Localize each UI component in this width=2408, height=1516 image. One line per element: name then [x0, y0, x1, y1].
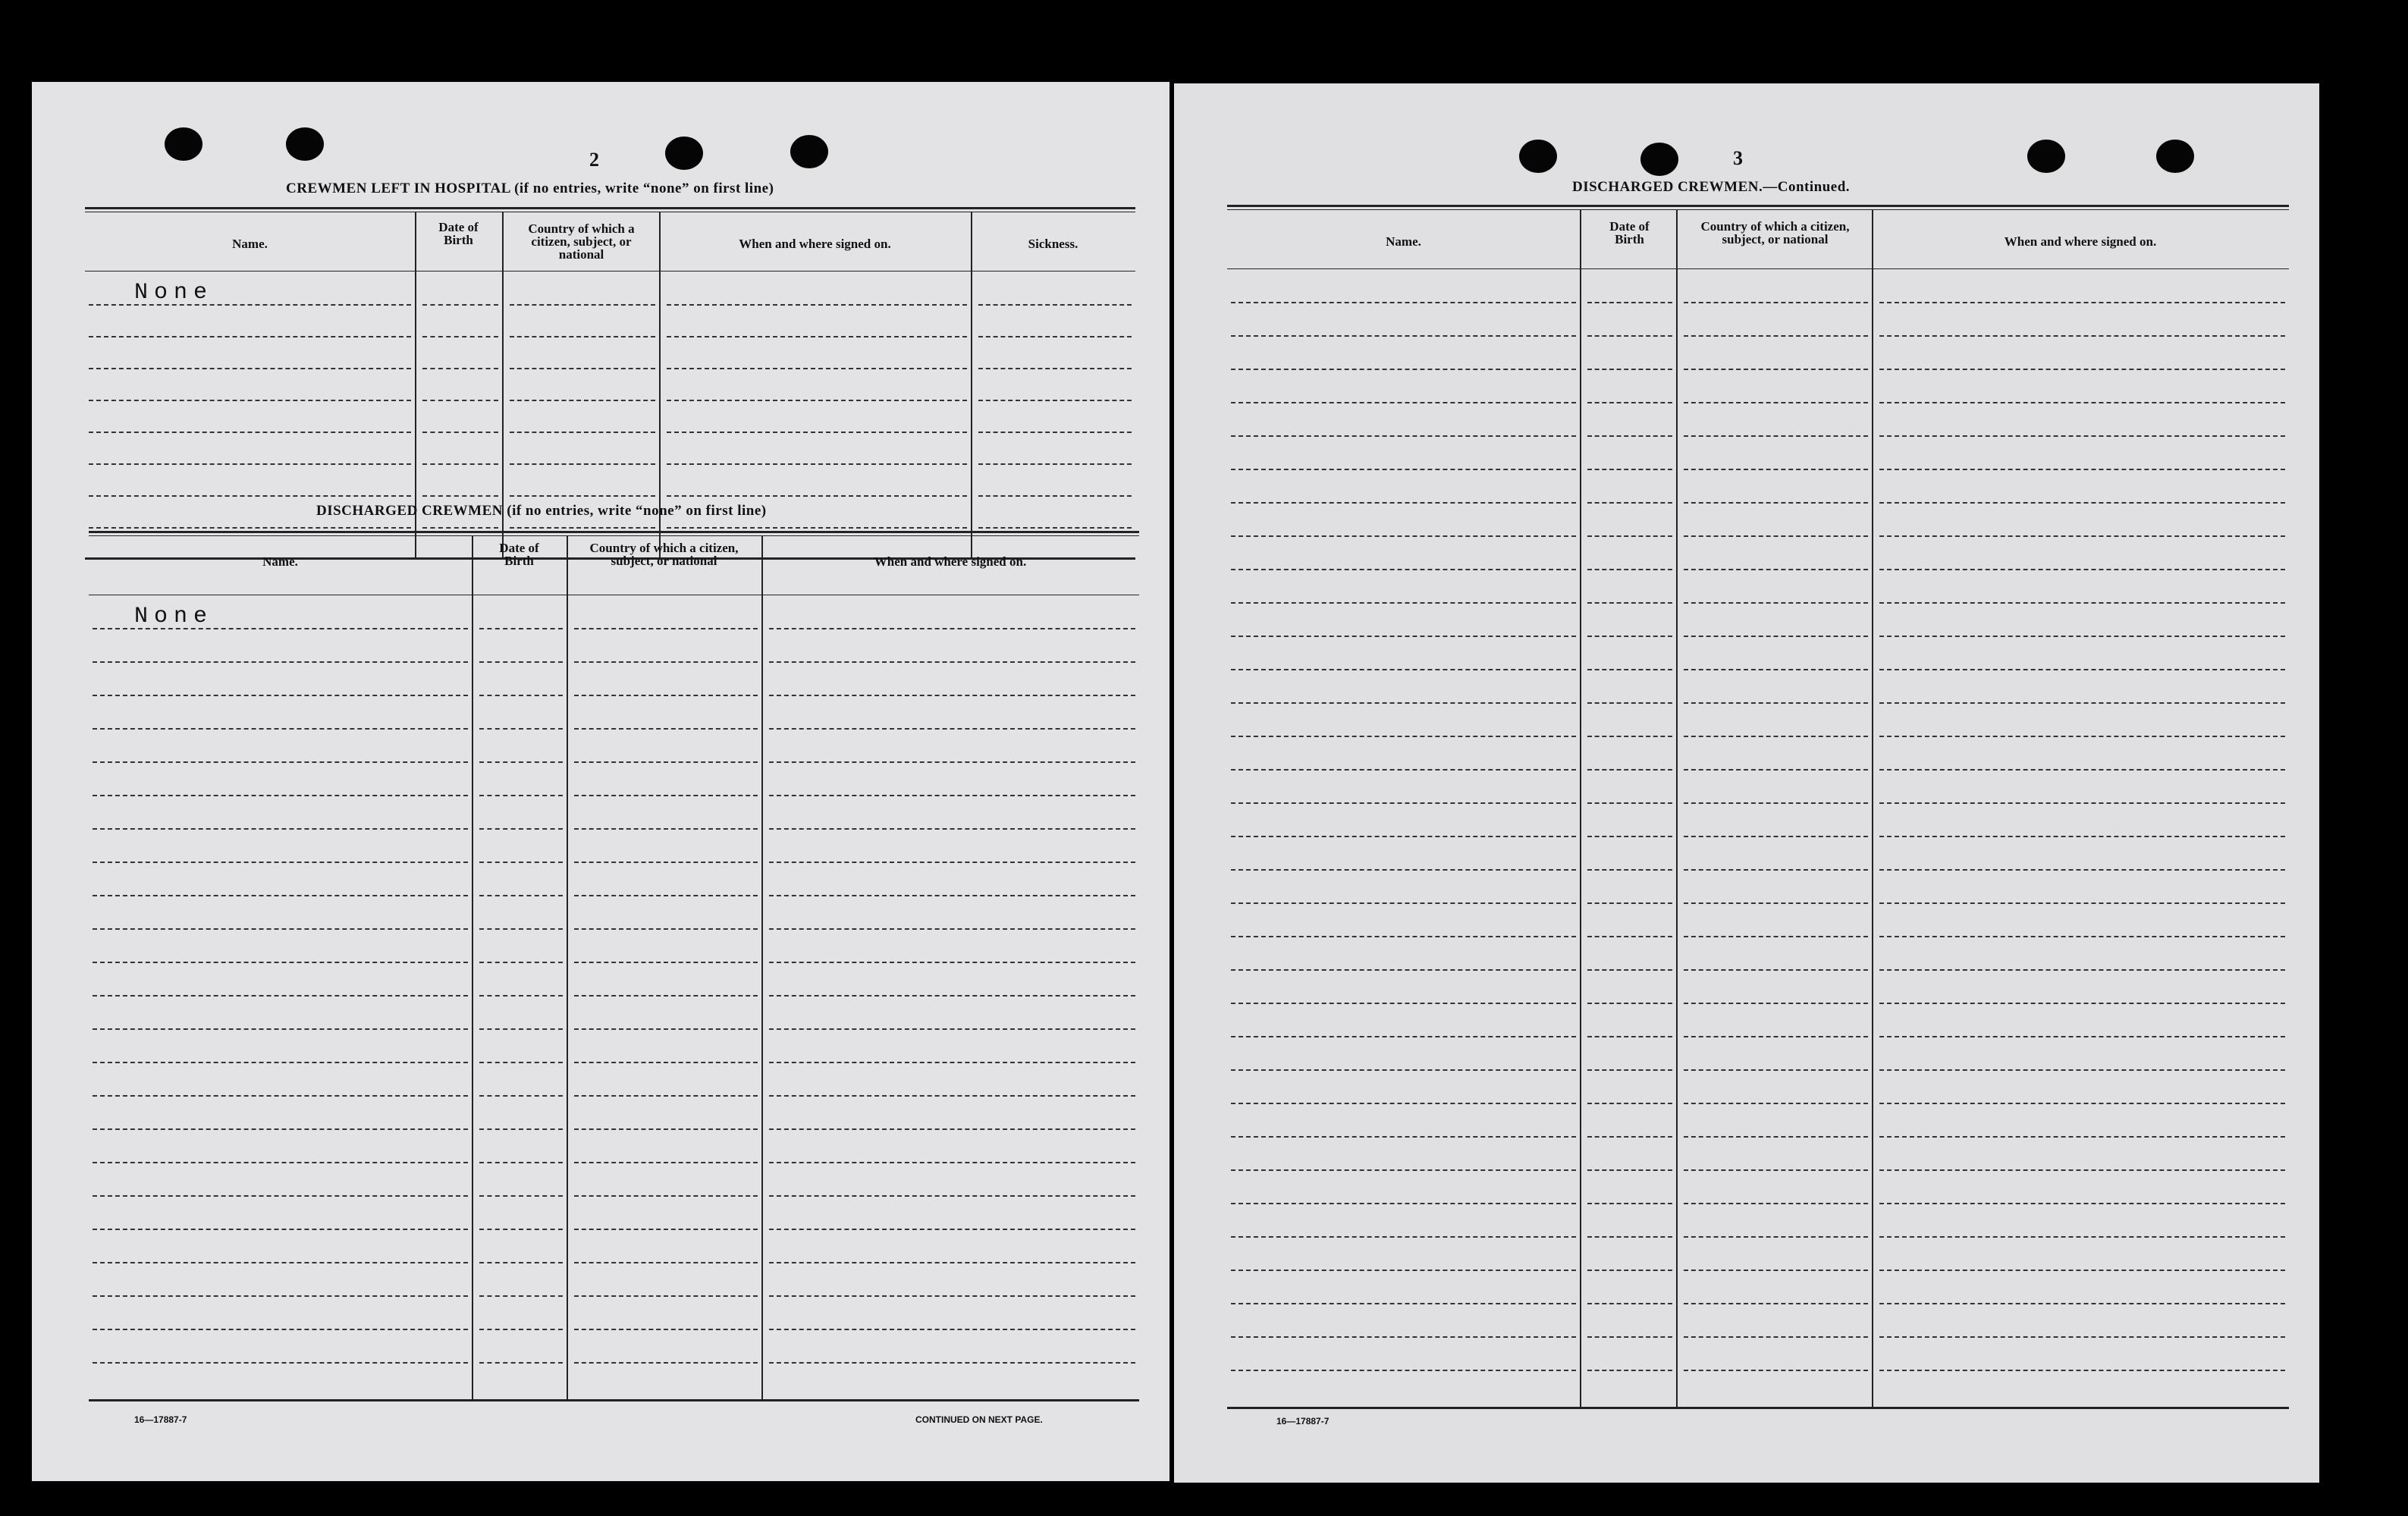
ruled-entry-line	[1879, 302, 2285, 303]
ruled-entry-line	[1879, 535, 2285, 537]
ruled-entry-line	[769, 1062, 1135, 1063]
ruled-entry-line	[1684, 1270, 1868, 1271]
ruled-entry-line	[667, 368, 967, 369]
ruled-entry-line	[1879, 969, 2285, 971]
ruled-entry-line	[422, 368, 498, 369]
continued-note: CONTINUED ON NEXT PAGE.	[915, 1414, 1043, 1425]
ruled-entry-line	[1684, 869, 1868, 871]
column-header-name: Name.	[1386, 234, 1421, 249]
ruled-entry-line	[93, 761, 468, 763]
ruled-entry-line	[574, 928, 758, 930]
ruled-entry-line	[769, 1128, 1135, 1130]
ruled-entry-line	[479, 1128, 563, 1130]
ruled-entry-line	[422, 495, 498, 497]
ruled-entry-line	[479, 895, 563, 896]
ruled-entry-line	[574, 1095, 758, 1097]
ruled-entry-line	[479, 628, 563, 629]
ruled-entry-line	[1587, 302, 1672, 303]
column-header-signed-on: When and where signed on.	[874, 554, 1027, 569]
ruled-entry-line	[1684, 435, 1868, 437]
column-header-country: Country of which a citizen, subject, or national	[528, 221, 635, 262]
ruled-entry-line	[1684, 402, 1868, 403]
ruled-entry-line	[89, 527, 411, 529]
ruled-entry-line	[1879, 602, 2285, 604]
ruled-entry-line	[1231, 602, 1576, 604]
ruled-entry-line	[1684, 836, 1868, 837]
ruled-entry-line	[479, 928, 563, 930]
ruled-entry-line	[667, 400, 967, 401]
ruled-entry-line	[574, 1295, 758, 1297]
ruled-entry-line	[1231, 302, 1576, 303]
ruled-entry-line	[479, 728, 563, 730]
ruled-entry-line	[479, 828, 563, 830]
ruled-entry-line	[1587, 669, 1672, 670]
discharged-table	[89, 531, 1139, 1407]
discharged-continued-title: DISCHARGED CREWMEN.—Continued.	[1572, 179, 1851, 195]
ruled-entry-line	[769, 795, 1135, 796]
ruled-entry-line	[1587, 435, 1672, 437]
ruled-entry-line	[89, 400, 411, 401]
column-header-signed-on: When and where signed on.	[739, 237, 891, 251]
ruled-entry-line	[574, 1362, 758, 1364]
ruled-entry-line	[1231, 1103, 1576, 1104]
column-header-country: Country of which a citizen, subject, or national	[589, 541, 739, 568]
ruled-entry-line	[769, 695, 1135, 696]
ruled-entry-line	[1684, 1203, 1868, 1204]
ruled-entry-line	[1879, 702, 2285, 704]
ruled-entry-line	[574, 1128, 758, 1130]
ruled-entry-line	[769, 1329, 1135, 1330]
ruled-entry-line	[1587, 1169, 1672, 1171]
ruled-entry-line	[1587, 502, 1672, 504]
ruled-entry-line	[1587, 802, 1672, 804]
ruled-entry-line	[1231, 402, 1576, 403]
ruled-entry-line	[1684, 1370, 1868, 1371]
ruled-entry-line	[978, 527, 1132, 529]
ruled-entry-line	[1587, 869, 1672, 871]
ruled-entry-line	[1231, 1336, 1576, 1338]
ruled-entry-line	[574, 1262, 758, 1263]
ruled-entry-line	[1684, 769, 1868, 771]
ruled-entry-line	[93, 1295, 468, 1297]
ruled-entry-line	[1684, 1003, 1868, 1004]
ruled-entry-line	[1587, 1303, 1672, 1304]
ruled-entry-line	[1684, 669, 1868, 670]
form-number: 16—17887-7	[1276, 1416, 1330, 1427]
ruled-entry-line	[1684, 936, 1868, 937]
ruled-entry-line	[574, 761, 758, 763]
ruled-entry-line	[1587, 369, 1672, 370]
ruled-entry-line	[1587, 902, 1672, 904]
ruled-entry-line	[769, 1195, 1135, 1197]
ruled-entry-line	[1587, 1203, 1672, 1204]
ruled-entry-line	[479, 1028, 563, 1030]
discharged-continued-table	[1227, 205, 2289, 1414]
ruled-entry-line	[93, 728, 468, 730]
hospital-section-title: CREWMEN LEFT IN HOSPITAL (if no entries, write “none” on first line)	[286, 180, 774, 196]
ruled-entry-line	[574, 862, 758, 863]
ruled-entry-line	[93, 862, 468, 863]
ruled-entry-line	[1231, 702, 1576, 704]
ruled-entry-line	[574, 661, 758, 663]
ruled-entry-line	[978, 304, 1132, 306]
ruled-entry-line	[1879, 1003, 2285, 1004]
punch-hole	[790, 135, 828, 168]
ruled-entry-line	[769, 1095, 1135, 1097]
ruled-entry-line	[1587, 1103, 1672, 1104]
ruled-entry-line	[1684, 1069, 1868, 1071]
ruled-entry-line	[1231, 369, 1576, 370]
ruled-entry-line	[1231, 836, 1576, 837]
ruled-entry-line	[510, 400, 655, 401]
ruled-entry-line	[1231, 569, 1576, 570]
ruled-entry-line	[1879, 636, 2285, 637]
ruled-entry-line	[1231, 1303, 1576, 1304]
ruled-entry-line	[479, 1095, 563, 1097]
ruled-entry-line	[1587, 569, 1672, 570]
ruled-entry-line	[1684, 636, 1868, 637]
ruled-entry-line	[1684, 802, 1868, 804]
ruled-entry-line	[667, 495, 967, 497]
ruled-entry-line	[1879, 669, 2285, 670]
ruled-entry-line	[1879, 502, 2285, 504]
ruled-entry-line	[769, 928, 1135, 930]
ruled-entry-line	[422, 463, 498, 465]
ruled-entry-line	[978, 432, 1132, 433]
ruled-entry-line	[93, 895, 468, 896]
discharged-entry-none: None	[134, 604, 214, 629]
ruled-entry-line	[510, 336, 655, 337]
ruled-entry-line	[978, 495, 1132, 497]
ruled-entry-line	[479, 795, 563, 796]
ruled-entry-line	[769, 1262, 1135, 1263]
ruled-entry-line	[93, 962, 468, 963]
ruled-entry-line	[574, 695, 758, 696]
ruled-entry-line	[574, 728, 758, 730]
ruled-entry-line	[1587, 1036, 1672, 1037]
ruled-entry-line	[93, 1195, 468, 1197]
ruled-entry-line	[479, 761, 563, 763]
ruled-entry-line	[479, 1295, 563, 1297]
ruled-entry-line	[1879, 469, 2285, 470]
right-page	[1174, 83, 2319, 1483]
ruled-entry-line	[1231, 1236, 1576, 1238]
form-number: 16—17887-7	[134, 1414, 187, 1425]
ruled-entry-line	[93, 695, 468, 696]
ruled-entry-line	[479, 995, 563, 997]
ruled-entry-line	[1231, 1069, 1576, 1071]
ruled-entry-line	[978, 368, 1132, 369]
ruled-entry-line	[1684, 469, 1868, 470]
ruled-entry-line	[510, 463, 655, 465]
ruled-entry-line	[1587, 702, 1672, 704]
ruled-entry-line	[1879, 569, 2285, 570]
ruled-entry-line	[510, 368, 655, 369]
ruled-entry-line	[1879, 335, 2285, 337]
ruled-entry-line	[93, 628, 468, 629]
ruled-entry-line	[1587, 769, 1672, 771]
ruled-entry-line	[89, 463, 411, 465]
ruled-entry-line	[1684, 702, 1868, 704]
ruled-entry-line	[93, 995, 468, 997]
ruled-entry-line	[1587, 402, 1672, 403]
ruled-entry-line	[1231, 736, 1576, 737]
ruled-entry-line	[769, 1028, 1135, 1030]
ruled-entry-line	[1684, 502, 1868, 504]
ruled-entry-line	[1684, 736, 1868, 737]
ruled-entry-line	[769, 761, 1135, 763]
ruled-entry-line	[769, 628, 1135, 629]
ruled-entry-line	[422, 304, 498, 306]
ruled-entry-line	[769, 1362, 1135, 1364]
ruled-entry-line	[1231, 469, 1576, 470]
ruled-entry-line	[1231, 1003, 1576, 1004]
ruled-entry-line	[1684, 535, 1868, 537]
ruled-entry-line	[1879, 1069, 2285, 1071]
ruled-entry-line	[1684, 1036, 1868, 1037]
ruled-entry-line	[1587, 1336, 1672, 1338]
ruled-entry-line	[1684, 369, 1868, 370]
ruled-entry-line	[93, 1162, 468, 1163]
ruled-entry-line	[1231, 502, 1576, 504]
ruled-entry-line	[422, 400, 498, 401]
ruled-entry-line	[1684, 1303, 1868, 1304]
ruled-entry-line	[479, 862, 563, 863]
ruled-entry-line	[479, 1195, 563, 1197]
ruled-entry-line	[769, 828, 1135, 830]
ruled-entry-line	[510, 495, 655, 497]
ruled-entry-line	[479, 1229, 563, 1230]
ruled-entry-line	[93, 661, 468, 663]
ruled-entry-line	[769, 1162, 1135, 1163]
ruled-entry-line	[422, 336, 498, 337]
ruled-entry-line	[574, 1195, 758, 1197]
left-page	[32, 82, 1169, 1481]
ruled-entry-line	[978, 336, 1132, 337]
ruled-entry-line	[93, 1362, 468, 1364]
ruled-entry-line	[574, 962, 758, 963]
column-header-date-of-birth: Date of Birth	[1609, 219, 1650, 246]
ruled-entry-line	[93, 1062, 468, 1063]
ruled-entry-line	[89, 336, 411, 337]
ruled-entry-line	[479, 1362, 563, 1364]
ruled-entry-line	[1684, 302, 1868, 303]
ruled-entry-line	[1587, 736, 1672, 737]
ruled-entry-line	[1684, 1336, 1868, 1338]
ruled-entry-line	[667, 527, 967, 529]
ruled-entry-line	[1684, 969, 1868, 971]
column-header-name: Name.	[232, 237, 268, 251]
ruled-entry-line	[1879, 402, 2285, 403]
ruled-entry-line	[1587, 535, 1672, 537]
ruled-entry-line	[978, 400, 1132, 401]
ruled-entry-line	[574, 1062, 758, 1063]
ruled-entry-line	[978, 463, 1132, 465]
ruled-entry-line	[1231, 636, 1576, 637]
ruled-entry-line	[1879, 902, 2285, 904]
ruled-entry-line	[574, 1329, 758, 1330]
ruled-entry-line	[574, 1028, 758, 1030]
ruled-entry-line	[769, 1295, 1135, 1297]
ruled-entry-line	[1879, 1203, 2285, 1204]
ruled-entry-line	[93, 1229, 468, 1230]
ruled-entry-line	[1587, 469, 1672, 470]
ruled-entry-line	[93, 1329, 468, 1330]
ruled-entry-line	[1587, 836, 1672, 837]
ruled-entry-line	[1231, 1036, 1576, 1037]
punch-hole	[1640, 143, 1678, 176]
ruled-entry-line	[1879, 435, 2285, 437]
ruled-entry-line	[1231, 969, 1576, 971]
ruled-entry-line	[1587, 636, 1672, 637]
ruled-entry-line	[769, 962, 1135, 963]
ruled-entry-line	[1231, 335, 1576, 337]
ruled-entry-line	[1879, 1136, 2285, 1138]
ruled-entry-line	[769, 661, 1135, 663]
ruled-entry-line	[1231, 669, 1576, 670]
ruled-entry-line	[1879, 736, 2285, 737]
ruled-entry-line	[1231, 1203, 1576, 1204]
ruled-entry-line	[1879, 936, 2285, 937]
column-header-date-of-birth: Date of Birth	[499, 541, 539, 568]
ruled-entry-line	[93, 795, 468, 796]
punch-hole	[665, 137, 703, 170]
ruled-entry-line	[479, 1162, 563, 1163]
ruled-entry-line	[1684, 1103, 1868, 1104]
ruled-entry-line	[1879, 1370, 2285, 1371]
ruled-entry-line	[89, 432, 411, 433]
ruled-entry-line	[1879, 769, 2285, 771]
ruled-entry-line	[1231, 936, 1576, 937]
ruled-entry-line	[1879, 1270, 2285, 1271]
ruled-entry-line	[1879, 369, 2285, 370]
ruled-entry-line	[1684, 569, 1868, 570]
ruled-entry-line	[479, 695, 563, 696]
ruled-entry-line	[769, 1229, 1135, 1230]
ruled-entry-line	[1587, 1270, 1672, 1271]
ruled-entry-line	[510, 527, 655, 529]
ruled-entry-line	[1231, 1270, 1576, 1271]
ruled-entry-line	[93, 1028, 468, 1030]
ruled-entry-line	[574, 828, 758, 830]
ruled-entry-line	[1684, 602, 1868, 604]
ruled-entry-line	[89, 495, 411, 497]
ruled-entry-line	[1231, 902, 1576, 904]
column-header-country: Country of which a citizen, subject, or national	[1700, 219, 1850, 246]
ruled-entry-line	[1684, 1236, 1868, 1238]
ruled-entry-line	[667, 432, 967, 433]
ruled-entry-line	[574, 628, 758, 629]
ruled-entry-line	[1684, 902, 1868, 904]
ruled-entry-line	[89, 368, 411, 369]
ruled-entry-line	[1231, 535, 1576, 537]
ruled-entry-line	[93, 928, 468, 930]
ruled-entry-line	[1231, 435, 1576, 437]
ruled-entry-line	[510, 304, 655, 306]
ruled-entry-line	[667, 304, 967, 306]
ruled-entry-line	[1587, 969, 1672, 971]
ruled-entry-line	[667, 336, 967, 337]
ruled-entry-line	[1879, 1169, 2285, 1171]
ruled-entry-line	[1587, 1069, 1672, 1071]
ruled-entry-line	[769, 895, 1135, 896]
ruled-entry-line	[1879, 1236, 2285, 1238]
ruled-entry-line	[1231, 1136, 1576, 1138]
page-number: 2	[589, 149, 599, 171]
ruled-entry-line	[1684, 1169, 1868, 1171]
punch-hole	[2156, 140, 2194, 173]
ruled-entry-line	[1879, 802, 2285, 804]
ruled-entry-line	[574, 1162, 758, 1163]
ruled-entry-line	[479, 962, 563, 963]
ruled-entry-line	[93, 1095, 468, 1097]
punch-hole	[165, 127, 202, 161]
ruled-entry-line	[93, 1128, 468, 1130]
ruled-entry-line	[1587, 335, 1672, 337]
page-number: 3	[1733, 147, 1743, 169]
ruled-entry-line	[1587, 1003, 1672, 1004]
ruled-entry-line	[574, 995, 758, 997]
ruled-entry-line	[93, 1262, 468, 1263]
ruled-entry-line	[574, 1229, 758, 1230]
column-header-sickness: Sickness.	[1028, 237, 1078, 251]
column-header-date-of-birth: Date of Birth	[438, 220, 479, 247]
ruled-entry-line	[1587, 1370, 1672, 1371]
ruled-entry-line	[1879, 1336, 2285, 1338]
ruled-entry-line	[1231, 769, 1576, 771]
ruled-entry-line	[769, 728, 1135, 730]
ruled-entry-line	[89, 304, 411, 306]
ruled-entry-line	[574, 795, 758, 796]
ruled-entry-line	[1231, 1370, 1576, 1371]
ruled-entry-line	[1879, 869, 2285, 871]
ruled-entry-line	[422, 432, 498, 433]
ruled-entry-line	[422, 527, 498, 529]
ruled-entry-line	[1231, 869, 1576, 871]
ruled-entry-line	[1587, 602, 1672, 604]
ruled-entry-line	[1879, 1103, 2285, 1104]
ruled-entry-line	[769, 995, 1135, 997]
ruled-entry-line	[510, 432, 655, 433]
ruled-entry-line	[1587, 936, 1672, 937]
discharged-section-title: DISCHARGED CREWMEN (if no entries, write “none” on first line)	[316, 503, 767, 519]
ruled-entry-line	[1879, 1036, 2285, 1037]
punch-hole	[286, 127, 324, 161]
punch-hole	[1519, 140, 1557, 173]
ruled-entry-line	[769, 862, 1135, 863]
ruled-entry-line	[574, 895, 758, 896]
ruled-entry-line	[1879, 836, 2285, 837]
column-header-signed-on: When and where signed on.	[2004, 234, 2157, 249]
ruled-entry-line	[1587, 1236, 1672, 1238]
ruled-entry-line	[479, 1062, 563, 1063]
ruled-entry-line	[1684, 1136, 1868, 1138]
hospital-entry-none: None	[134, 280, 214, 306]
ruled-entry-line	[479, 1262, 563, 1263]
ruled-entry-line	[1879, 1303, 2285, 1304]
ruled-entry-line	[93, 828, 468, 830]
ruled-entry-line	[1587, 1136, 1672, 1138]
column-header-name: Name.	[262, 554, 298, 569]
ruled-entry-line	[479, 1329, 563, 1330]
punch-hole	[2027, 140, 2065, 173]
ruled-entry-line	[1684, 335, 1868, 337]
ruled-entry-line	[1231, 802, 1576, 804]
ruled-entry-line	[479, 661, 563, 663]
ruled-entry-line	[667, 463, 967, 465]
ruled-entry-line	[1231, 1169, 1576, 1171]
